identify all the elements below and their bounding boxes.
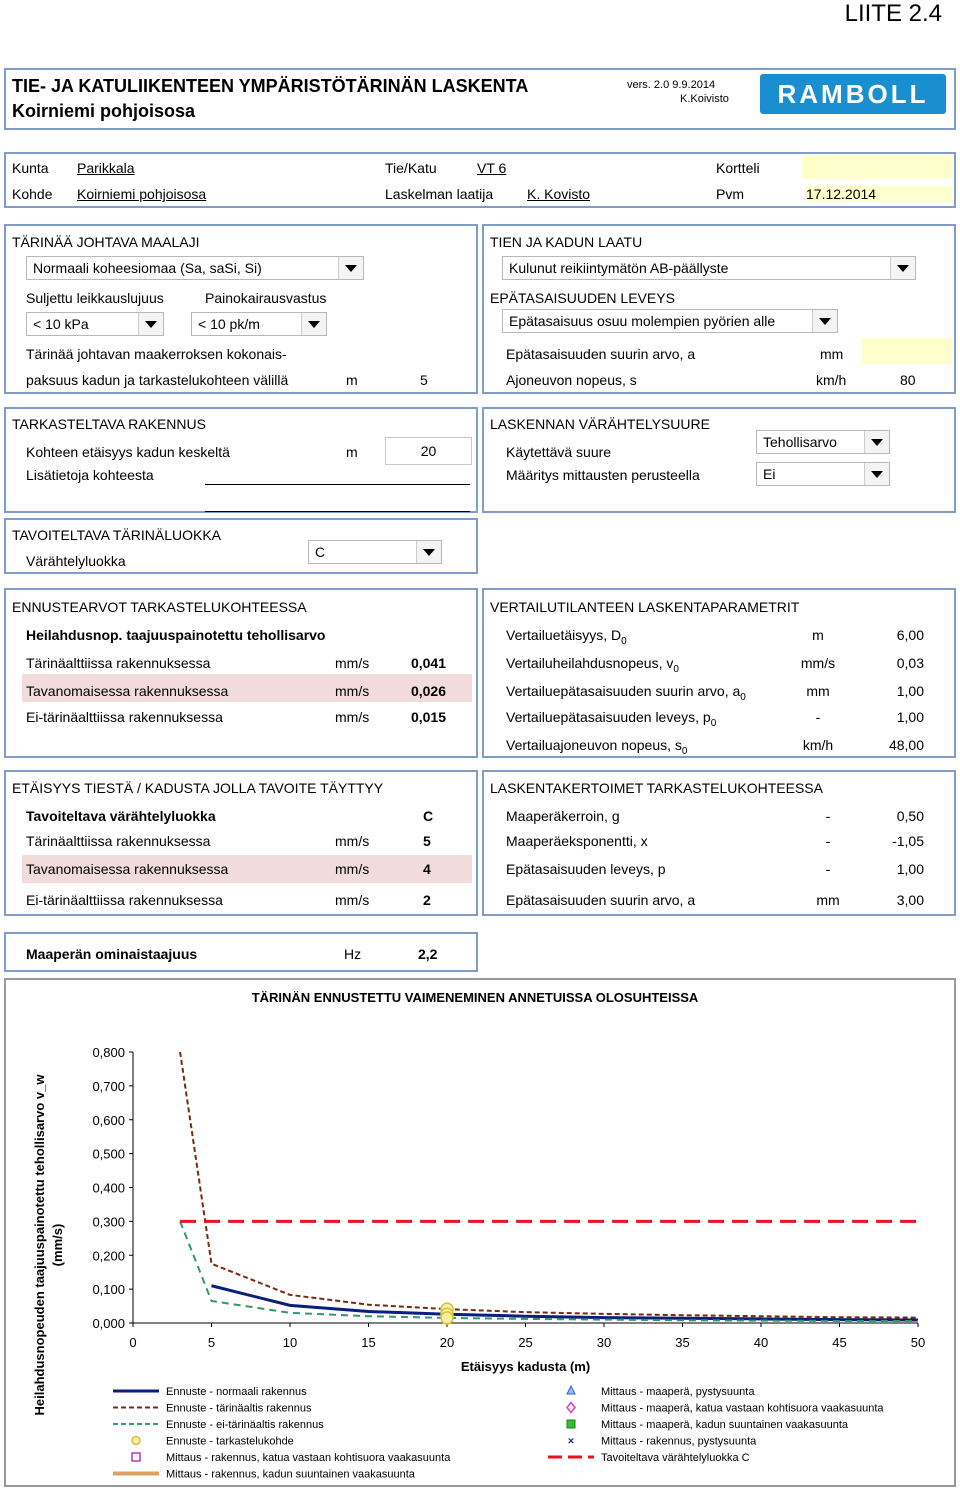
x-tick-label: 0	[129, 1335, 137, 1350]
y-axis-label: Heilahdusnopeuden taajuuspainotettu tehollisarvo v_w	[32, 1074, 47, 1416]
vertailu-row-unit: km/h	[802, 737, 834, 753]
laatija-label: Laskelman laatija	[385, 186, 494, 202]
etaisyys-value[interactable]: 20	[385, 437, 472, 465]
kertoimet-row-unit: mm	[816, 892, 840, 908]
suure-title: LASKENNAN VÄRÄHTELYSUURE	[490, 416, 710, 432]
kertoimet-row-label: Epätasaisuuden leveys, p	[506, 861, 666, 877]
logo-text: RAMBOLL	[777, 79, 929, 109]
kertoimet-row-value: 3,00	[896, 892, 924, 908]
tavoite-row-value: 2	[423, 892, 431, 908]
ennuste-row-value: 0,026	[410, 683, 446, 699]
vertailu-row-value: 48,00	[888, 737, 924, 753]
leikkaus-select-value: < 10 kPa	[33, 316, 89, 332]
x-axis-label: Etäisyys kadusta (m)	[460, 1359, 591, 1374]
tavoite-luokka-value: C	[423, 808, 434, 824]
legend-label: Ennuste - tarkastelukohde	[166, 1435, 294, 1448]
vertailu-row-unit: mm	[806, 683, 830, 699]
tavoite-row-value: 4	[423, 861, 431, 877]
tavoite-row-label: Tavanomaisessa rakennuksessa	[26, 861, 229, 877]
arvo-label: Epätasaisuuden suurin arvo, a	[506, 346, 696, 362]
kaytetty-label: Käytettävä suure	[506, 444, 612, 460]
ennuste-sub: Heilahdusnop. taajuuspainotettu tehollisarvo	[26, 627, 326, 643]
x-tick-label: 25	[518, 1335, 533, 1350]
page-title: TIE- JA KATULIIKENTEEN YMPÄRISTÖTÄRINÄN LASKENTA	[12, 76, 529, 96]
paksuus-label-2: paksuus kadun ja tarkastelukohteen välillä	[26, 372, 289, 388]
ennuste-row-value: 0,041	[410, 655, 446, 671]
legend-swatch	[132, 1437, 140, 1445]
kertoimet-row-value: -1,05	[892, 833, 924, 849]
legend-swatch	[567, 1420, 575, 1428]
x-tick-label: 5	[207, 1335, 216, 1350]
luokka-label: Värähtelyluokka	[26, 553, 126, 569]
laatu-title: TIEN JA KADUN LAATU	[490, 234, 643, 250]
vertailu-title: VERTAILUTILANTEEN LASKENTAPARAMETRIT	[490, 599, 800, 615]
legend-swatch	[132, 1453, 140, 1461]
tavoite-row-label: Ei-tärinäalttiissa rakennuksessa	[26, 892, 223, 908]
vertailu-row-unit: m	[812, 627, 824, 643]
etaisyys-unit: m	[346, 444, 358, 460]
tavoite-row-unit: mm/s	[335, 892, 370, 908]
maalaji-title: TÄRINÄÄ JOHTAVA MAALAJI	[12, 234, 200, 250]
x-tick-label: 30	[596, 1335, 612, 1350]
x-tick-label: 40	[753, 1335, 769, 1350]
luokka-title: TAVOITELTAVA TÄRINÄLUOKKA	[12, 527, 222, 543]
y-tick-label: 0,400	[92, 1180, 125, 1196]
subscript: 0	[710, 717, 717, 729]
tavoite-row-label: Tärinäalttiissa rakennuksessa	[26, 833, 211, 849]
ennuste-row-label: Ei-tärinäalttiissa rakennuksessa	[26, 709, 223, 725]
maaritys-label: Määritys mittausten perusteella	[506, 467, 700, 483]
vertailu-row-value: 0,03	[896, 655, 924, 671]
y-tick-label: 0,300	[92, 1214, 125, 1230]
kertoimet-row-unit: -	[825, 808, 831, 824]
y-tick-label: 0,500	[92, 1146, 125, 1162]
kertoimet-row-value: 1,00	[896, 861, 924, 877]
legend-label: Ennuste - ei-tärinäaltis rakennus	[166, 1419, 324, 1431]
pvm-value[interactable]: 17.12.2014	[806, 186, 952, 202]
laatu-select-value: Kulunut reikiintymätön AB-päällyste	[509, 260, 729, 276]
page-subtitle: Koirniemi pohjoisosa	[12, 101, 196, 121]
kohde-label: Kohde	[12, 186, 53, 202]
kertoimet-row-unit: -	[825, 861, 831, 877]
leveys-title: EPÄTASAISUUDEN LEVEYS	[490, 290, 675, 306]
x-tick-label: 45	[832, 1335, 847, 1350]
appendix-label: LIITE 2.4	[844, 0, 942, 27]
kohde-value[interactable]: Koirniemi pohjoisosa	[77, 186, 207, 202]
ennuste-row-label: Tärinäalttiissa rakennuksessa	[26, 655, 211, 671]
y-tick-label: 0,100	[92, 1282, 125, 1298]
etaisyys-label: Kohteen etäisyys kadun keskeltä	[26, 444, 230, 460]
laatija-value[interactable]: K. Kovisto	[527, 186, 591, 202]
kortteli-label: Kortteli	[716, 160, 760, 176]
nopeus-unit: km/h	[816, 372, 847, 388]
leikkaus-label: Suljettu leikkauslujuus	[26, 290, 164, 306]
ennuste-title: ENNUSTEARVOT TARKASTELUKOHTEESSA	[12, 599, 307, 615]
vertailu-row-unit: -	[815, 709, 821, 725]
y-tick-label: 0,200	[92, 1248, 125, 1264]
ennuste-row-value: 0,015	[410, 709, 446, 725]
ennuste-row-unit: mm/s	[335, 683, 370, 699]
vertailu-row-unit: mm/s	[800, 655, 836, 671]
taajuus-value: 2,2	[418, 946, 438, 962]
tie-label: Tie/Katu	[385, 160, 437, 176]
x-tick-label: 10	[282, 1335, 298, 1350]
paino-select-value: < 10 pk/m	[198, 316, 260, 332]
luokka-select-value: C	[315, 544, 326, 560]
taajuus-label: Maaperän ominaistaajuus	[26, 946, 198, 962]
legend-swatch	[567, 1403, 575, 1413]
vertailu-row-label: Vertailuajoneuvon nopeus, $s_0$	[506, 737, 688, 757]
tavoite-row-value: 5	[423, 833, 431, 849]
kaytetty-select-value: Tehollisarvo	[763, 434, 837, 450]
leveys-select-value: Epätasaisuus osuu molempien pyörien alle	[509, 313, 776, 329]
kertoimet-row-label: Epätasaisuuden suurin arvo, a	[506, 892, 696, 908]
lisatieto-label: Lisätietoja kohteesta	[26, 467, 154, 483]
paksuus-value[interactable]: 5	[420, 372, 428, 388]
kohde-point	[441, 1312, 453, 1324]
legend-label: Ennuste - normaali rakennus	[166, 1386, 307, 1398]
x-tick-label: 50	[910, 1335, 926, 1350]
paksuus-label-1: Tärinää johtavan maakerroksen kokonais-	[26, 346, 287, 362]
y-tick-label: 0,000	[92, 1316, 125, 1331]
legend-label: Mittaus - maaperä, pystysuunta	[601, 1386, 755, 1398]
x-tick-label: 35	[675, 1335, 690, 1350]
nopeus-value[interactable]: 80	[900, 372, 916, 388]
legend-label: Ennuste - tärinäaltis rakennus	[166, 1402, 312, 1415]
nopeus-label: Ajoneuvon nopeus, s	[506, 372, 637, 388]
kertoimet-row-unit: -	[825, 833, 831, 849]
author-text: K.Koivisto	[680, 93, 729, 105]
series-line	[180, 1052, 918, 1318]
ennuste-row-label: Tavanomaisessa rakennuksessa	[26, 683, 229, 699]
kunta-value[interactable]: Parikkala	[77, 160, 135, 176]
kunta-label: Kunta	[12, 160, 49, 176]
x-tick-label: 15	[361, 1335, 376, 1350]
legend-label: Mittaus - maaperä, kadun suuntainen vaakasuunta	[601, 1419, 849, 1431]
rakennus-title: TARKASTELTAVA RAKENNUS	[12, 416, 206, 432]
legend-label: Mittaus - rakennus, kadun suuntainen vaakasuunta	[166, 1468, 415, 1481]
tavoite-title: ETÄISYYS TIESTÄ / KADUSTA JOLLA TAVOITE TÄYTTYY	[12, 780, 384, 796]
vertailu-row-label: Vertailuepätasaisuuden leveys, $p_0$	[506, 709, 717, 729]
paino-label: Painokairausvastus	[205, 290, 327, 306]
maaritys-select-value: Ei	[763, 466, 776, 482]
ennuste-row-unit: mm/s	[335, 709, 370, 725]
chart-title: TÄRINÄN ENNUSTETTU VAIMENEMINEN ANNETUISSA OLOSUHTEISSA	[251, 990, 699, 1005]
vertailu-row-label: Vertailuetäisyys, $D_0$	[506, 627, 627, 647]
subscript: 0	[673, 663, 679, 675]
kertoimet-row-value: 0,50	[896, 808, 924, 824]
paksuus-unit: m	[346, 372, 358, 388]
kertoimet-row-label: Maaperäeksponentti, x	[506, 833, 648, 849]
vertailu-row-value: 1,00	[896, 709, 924, 725]
version-text: vers. 2.0 9.9.2014	[627, 79, 716, 91]
vertailu-row-label: Vertailuepätasaisuuden suurin arvo, $a_0$	[506, 683, 746, 703]
tavoite-row-unit: mm/s	[335, 833, 370, 849]
kertoimet-title: LASKENTAKERTOIMET TARKASTELUKOHTEESSA	[490, 780, 823, 796]
x-tick-label: 20	[439, 1335, 455, 1350]
ennuste-row-unit: mm/s	[335, 655, 370, 671]
legend-label: Mittaus - maaperä, katua vastaan kohtisuora vaakasuunta	[601, 1402, 884, 1415]
tavoite-row-unit: mm/s	[335, 861, 370, 877]
vertailu-row-value: 1,00	[896, 683, 924, 699]
tavoite-luokka-label: Tavoiteltava värähtelyluokka	[26, 808, 216, 824]
kertoimet-row-label: Maaperäkerroin, g	[506, 808, 620, 824]
taajuus-unit: Hz	[344, 946, 362, 962]
y-tick-label: 0,600	[92, 1112, 125, 1128]
tie-value[interactable]: VT 6	[477, 160, 507, 176]
y-tick-label: 0,700	[92, 1078, 125, 1094]
legend-label: Mittaus - rakennus, pystysuunta	[601, 1435, 757, 1448]
legend-label: Mittaus - rakennus, katua vastaan kohtisuora vaakasuunta	[166, 1452, 451, 1464]
vertailu-row-label: Vertailuheilahdusnopeus, $v_0$	[506, 655, 679, 675]
subscript: 0	[621, 635, 627, 647]
pvm-label: Pvm	[716, 186, 744, 202]
legend-swatch	[567, 1386, 575, 1394]
y-tick-label: 0,800	[92, 1045, 125, 1060]
maalaji-select-value: Normaali koheesiomaa (Sa, saSi, Si)	[33, 260, 262, 276]
legend-swatch: ×	[567, 1435, 575, 1448]
arvo-unit: mm	[820, 346, 844, 362]
subscript: 0	[740, 691, 746, 703]
vertailu-row-value: 6,00	[896, 627, 924, 643]
legend-label: Tavoiteltava värähtelyluokka C	[601, 1452, 750, 1464]
y-axis-label-unit: (mm/s)	[50, 1223, 65, 1267]
subscript: 0	[681, 745, 688, 757]
